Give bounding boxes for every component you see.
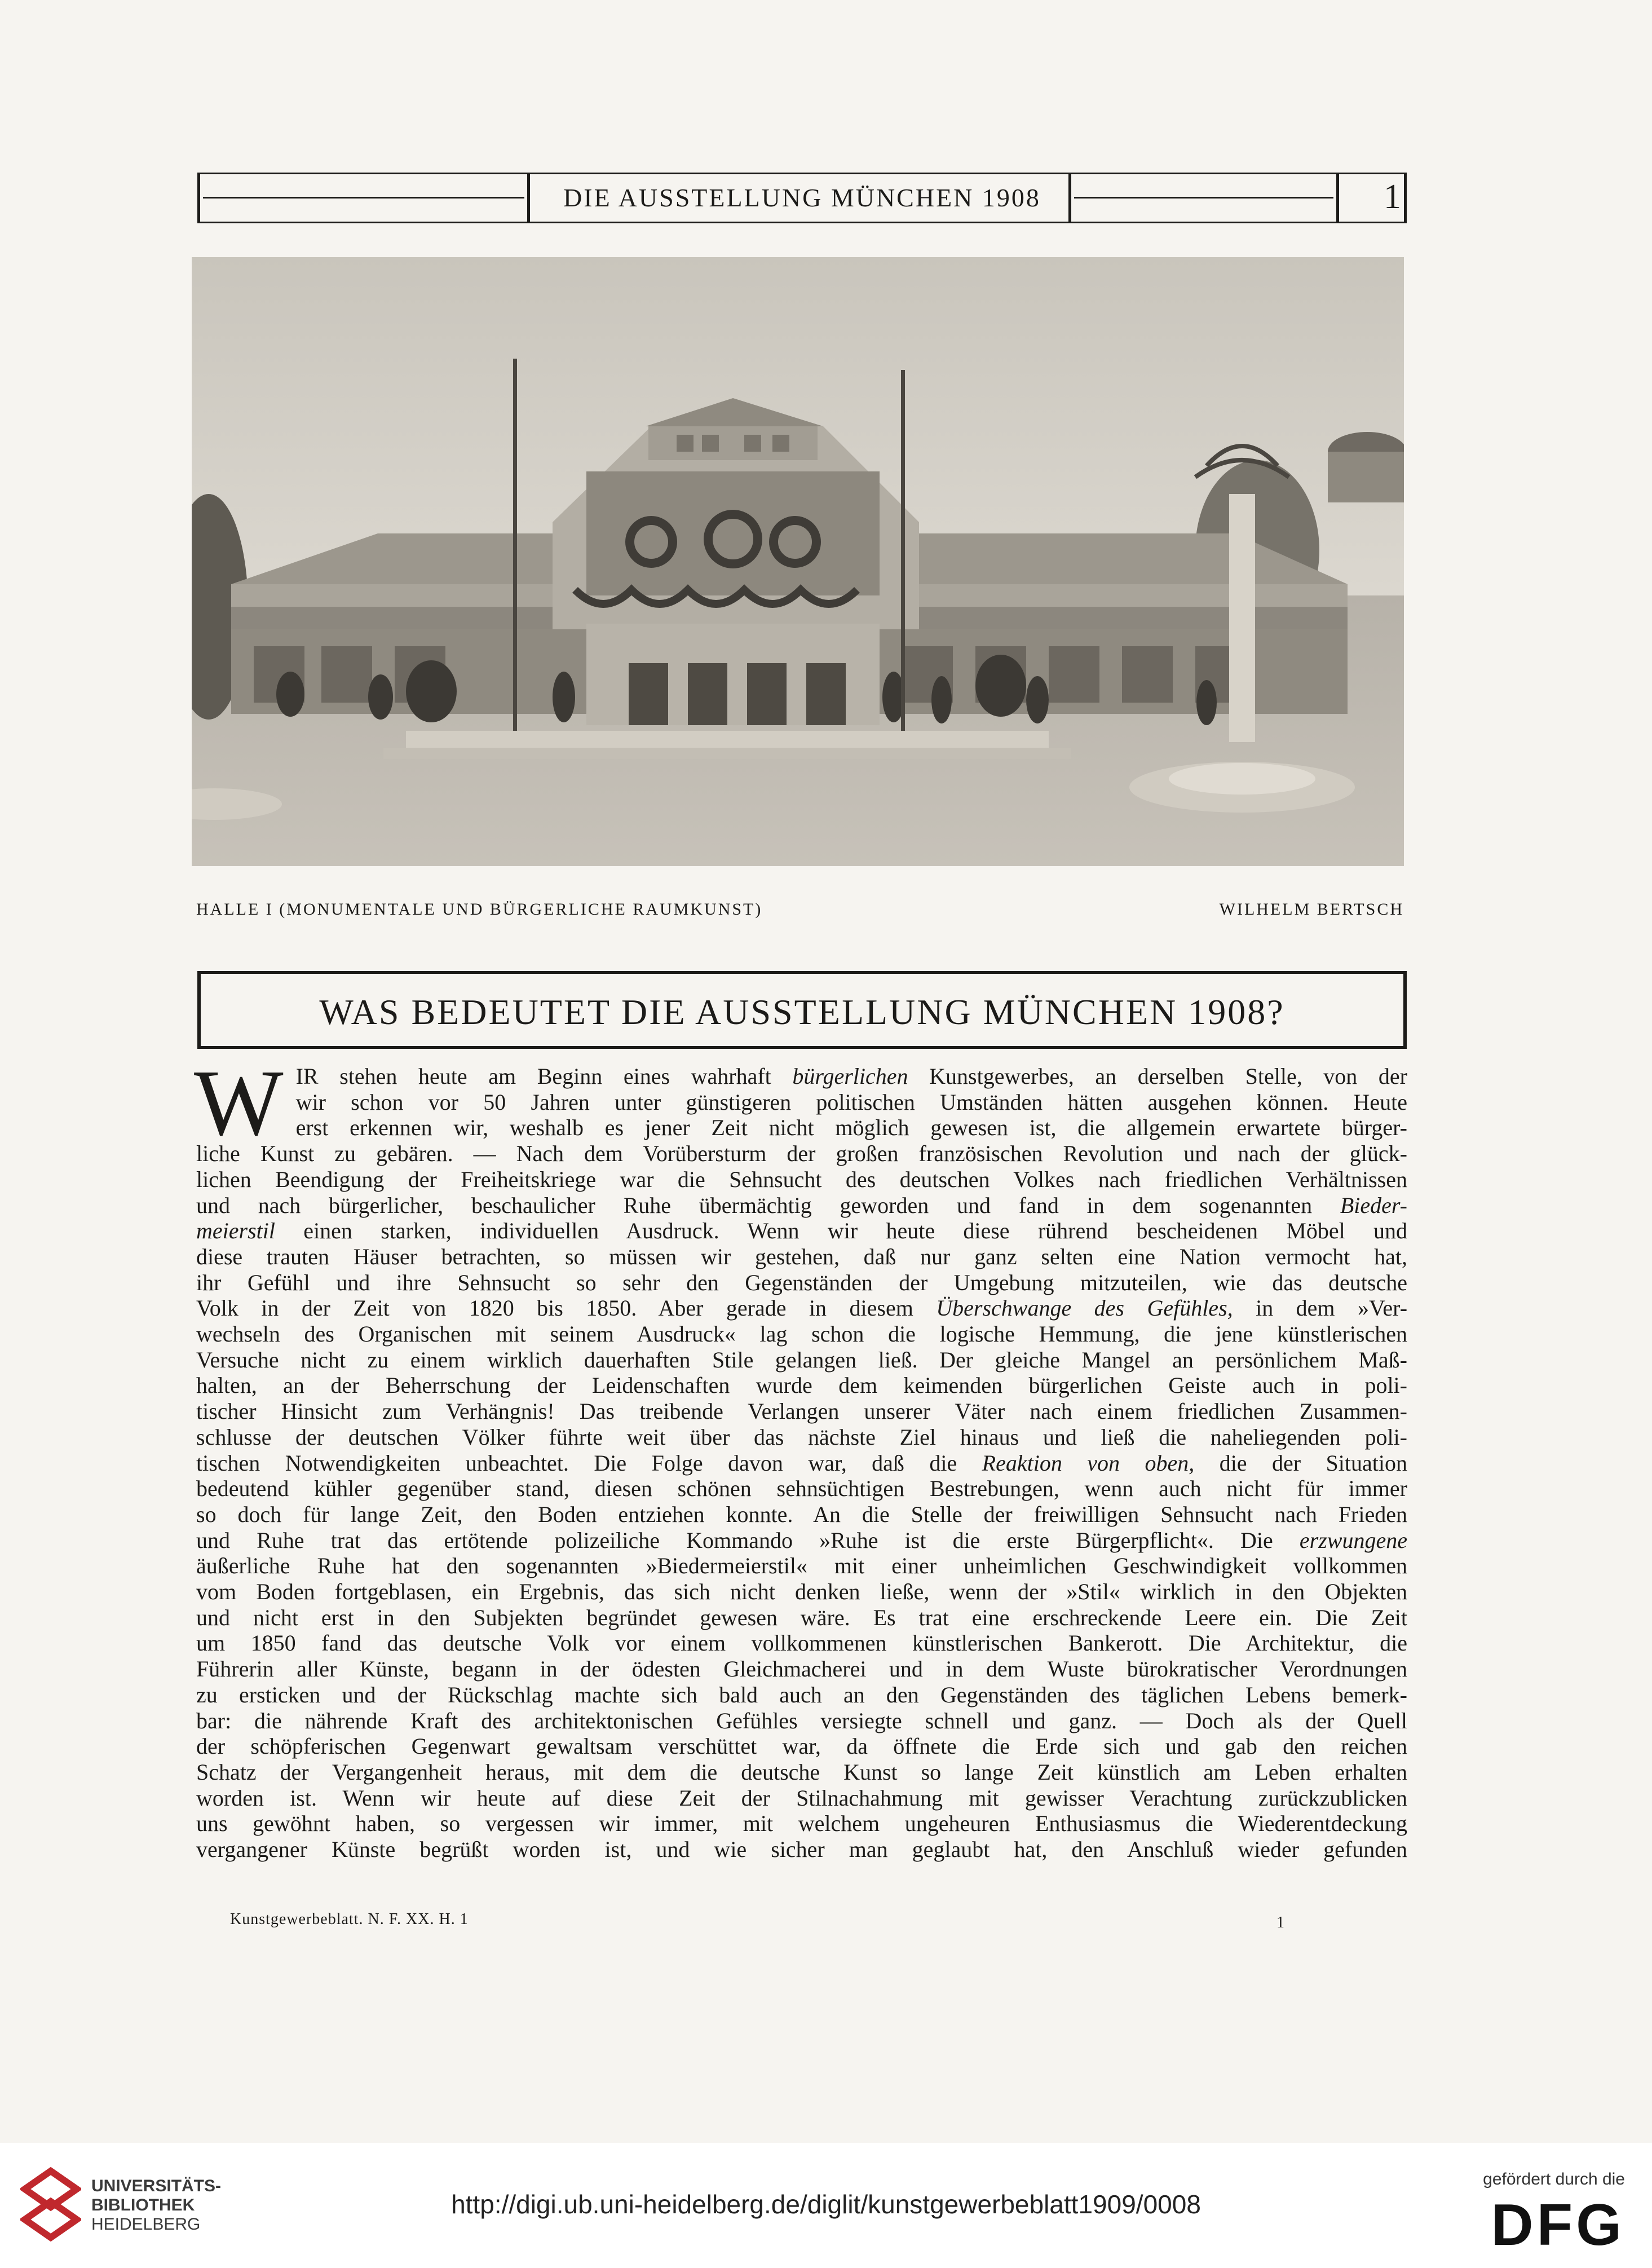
text-line: [196, 1811, 1407, 1837]
text-run: lichen Beendigung der Freiheitskriege war die Sehnsucht des deutschen Volkes nach friedlichen Verhältnissen: [196, 1166, 1407, 1192]
text-run: ihr Gefühl und ihre Sehnsucht so sehr den Gegenständen der Umgebung mitzuteilen, wie das deutsche: [196, 1269, 1407, 1295]
italic-run: erzwungene: [1299, 1527, 1407, 1553]
text-line: [196, 1502, 1407, 1528]
text-run: und nach bürgerlicher, beschaulicher Ruhe übermächtig geworden und fand in dem sogenannten: [196, 1192, 1340, 1218]
text-run: der schöpferischen Gegenwart gewaltsam verschüttet war, da öffnete die Erde sich und gab den reichen: [196, 1733, 1407, 1759]
text-run: wechseln des Organischen mit seinem Ausdruck« lag schon die logische Hemmung, die jene künstlerischen: [196, 1321, 1407, 1347]
text-line: [196, 1089, 1407, 1115]
source-url-link[interactable]: http://digi.ub.uni-heidelberg.de/diglit/kunstgewerbeblatt1909/0008: [451, 2190, 1201, 2219]
text-run: Versuche nicht zu einem wirklich dauerhaften Stile gelangen ließ. Der gleiche Mangel an persönlichem Maß-: [196, 1347, 1407, 1373]
text-line: [196, 1708, 1407, 1734]
article-body: [194, 1051, 1408, 1863]
text-line: [196, 1476, 1407, 1502]
text-line: [196, 1064, 1407, 1089]
text-run: Schatz der Vergangenheit heraus, mit dem die deutsche Kunst so lange Zeit künstlich am Leben erhalten: [196, 1759, 1407, 1785]
text-run: tischen Notwendigkeiten unbeachtet. Die Folge davon war, daß die: [196, 1450, 982, 1476]
text-run: Volk in der Zeit von 1820 bis 1850. Aber gerade in diesem: [196, 1295, 937, 1321]
italic-run: bürgerlichen: [792, 1064, 908, 1089]
page-number: 1: [1384, 178, 1401, 216]
text-line: [196, 1656, 1407, 1682]
text-run: vergangener Künste begrüßt worden ist, und wie sicher man geglaubt hat, den Anschluß wieder gefunden: [196, 1837, 1407, 1863]
text-run: schlusse der deutschen Völker führte weit über das nächste Ziel hinaus und ließ die naheliegenden poli-: [196, 1424, 1407, 1450]
rule: [197, 173, 1407, 174]
text-line: [196, 1528, 1407, 1554]
text-run: und nicht erst in den Subjekten begründet gewesen wäre. Es trat eine erschreckende Leere ein. Die Zeit: [196, 1604, 1407, 1630]
photo-caption-title: HALLE I (MONUMENTALE UND BÜRGERLICHE RAUMKUNST): [196, 900, 763, 919]
library-name-line: UNIVERSITÄTS-: [91, 2177, 222, 2195]
text-run: in dem »Ver-: [1233, 1295, 1408, 1321]
text-line: [196, 1424, 1407, 1450]
text-line: [196, 1682, 1407, 1708]
rule: [197, 971, 1407, 974]
running-head-title: DIE AUSSTELLUNG MÜNCHEN 1908: [563, 183, 1041, 212]
text-line: [196, 1553, 1407, 1579]
text-run: tischer Hinsicht zum Verhängnis! Das treibende Verlangen unserer Väter nach einem friedlichen Zusammen-: [196, 1398, 1407, 1424]
text-line: [196, 1837, 1407, 1863]
article-lines: [194, 1051, 1408, 1863]
text-line: [196, 1450, 1407, 1476]
text-run: so doch für lange Zeit, den Boden entziehen konnte. An die Stelle der freiwilligen Sehnsucht nach Frieden: [196, 1501, 1407, 1527]
text-line: [196, 1373, 1407, 1398]
text-line: [196, 1605, 1407, 1631]
funding-label: gefördert durch die: [1483, 2170, 1625, 2188]
text-line: [196, 1244, 1407, 1270]
text-run: um 1850 fand das deutsche Volk vor einem vollkommenen künstlerischen Bankerott. Die Architektur, die: [196, 1630, 1407, 1656]
dfg-logo: DFG: [1491, 2192, 1625, 2258]
text-run: Kunstgewerbes, an derselben Stelle, von der: [908, 1064, 1407, 1089]
exhibition-hall-photo: [192, 257, 1404, 866]
digitization-bar: [0, 2143, 1652, 2268]
text-line: [196, 1167, 1407, 1193]
article-title: WAS BEDEUTET DIE AUSSTELLUNG MÜNCHEN 1908?: [319, 992, 1285, 1032]
sheet-number: 1: [1276, 1914, 1284, 1931]
text-line: [196, 1630, 1407, 1656]
rule: [197, 222, 1407, 223]
library-name-line: BIBLIOTHEK: [91, 2196, 195, 2214]
text-run: IR stehen heute am Beginn eines wahrhaft: [295, 1064, 793, 1089]
text-run: bar: die nährende Kraft des architektonischen Gefühles versiegte schnell und ganz. — Doch als der Quell: [196, 1707, 1407, 1733]
text-run: zu ersticken und der Rückschlag machte sich bald auch an den Gegenständen des täglichen Lebens bemerk-: [196, 1682, 1407, 1707]
drop-cap: W: [194, 1051, 284, 1155]
text-run: einen starken, individuellen Ausdruck. Wenn wir heute diese rührend bescheidenen Möbel und: [275, 1218, 1407, 1244]
running-head: [197, 173, 1407, 223]
text-line: [196, 1270, 1407, 1296]
text-run: uns gewöhnt haben, so vergessen wir immer, mit welchem ungeheuren Enthusiasmus die Wiederentdeckung: [196, 1811, 1407, 1837]
text-run: erst erkennen wir, weshalb es jener Zeit nicht möglich gewesen ist, die allgemein erwartete bürger-: [295, 1115, 1407, 1141]
text-run: vom Boden fortgeblasen, ein Ergebnis, das sich nicht denken ließe, wenn der »Stil« wirklich in den Objekten: [196, 1579, 1407, 1605]
text-run: bedeutend kühler gegenüber stand, diesen schönen sehnsüchtigen Bestrebungen, wenn auch nicht für immer: [196, 1476, 1407, 1502]
text-run: Führerin aller Künste, begann in der ödesten Gleichmacherei und in dem Wuste bürokratischer Verordnungen: [196, 1656, 1407, 1682]
text-line: [196, 1579, 1407, 1605]
text-line: [196, 1321, 1407, 1347]
text-run: und Ruhe trat das ertötende polizeiliche Kommando »Ruhe ist die erste Bürgerpflicht«. Die: [196, 1527, 1300, 1553]
text-line: [196, 1218, 1407, 1244]
text-run: diese trauten Häuser betrachten, so müssen wir gestehen, daß nur ganz selten eine Nation vermocht hat,: [196, 1243, 1407, 1269]
text-run: liche Kunst zu gebären. — Nach dem Vorübersturm der großen französischen Revolution und nach der glück-: [196, 1141, 1407, 1167]
text-run: wir schon vor 50 Jahren unter günstigeren politischen Umständen hätten ausgehen können. Heute: [295, 1089, 1407, 1115]
italic-run: Überschwange des Gefühles,: [936, 1295, 1233, 1321]
text-line: [196, 1193, 1407, 1219]
text-line: [196, 1785, 1407, 1811]
text-line: [196, 1347, 1407, 1373]
text-line: [196, 1141, 1407, 1167]
italic-run: meierstil: [196, 1218, 275, 1244]
text-line: [196, 1733, 1407, 1759]
text-line: [196, 1115, 1407, 1141]
italic-run: Bieder-: [1340, 1192, 1407, 1218]
text-run: äußerliche Ruhe hat den sogenannten »Biedermeierstil« mit einer unheimlichen Geschwindigkeit vollkommen: [196, 1553, 1407, 1579]
hall-illustration: [192, 257, 1404, 866]
rule: [197, 1046, 1407, 1049]
library-name-line: HEIDELBERG: [91, 2215, 201, 2234]
italic-run: Reaktion von oben,: [982, 1450, 1195, 1476]
text-line: [196, 1295, 1407, 1321]
journal-signature: Kunstgewerbeblatt. N. F. XX. H. 1: [230, 1910, 469, 1928]
article-title-box: [197, 971, 1407, 1049]
photo-caption-credit: WILHELM BERTSCH: [1219, 900, 1404, 919]
text-run: worden ist. Wenn wir heute auf diese Zeit der Stilnachahmung mit gewisser Verachtung zurückzublicken: [196, 1785, 1407, 1811]
text-run: die der Situation: [1194, 1450, 1407, 1476]
text-line: [196, 1398, 1407, 1424]
text-run: halten, an der Beherrschung der Leidenschaften wurde dem keimenden bürgerlichen Geiste auch in poli-: [196, 1373, 1407, 1398]
text-line: [196, 1759, 1407, 1785]
